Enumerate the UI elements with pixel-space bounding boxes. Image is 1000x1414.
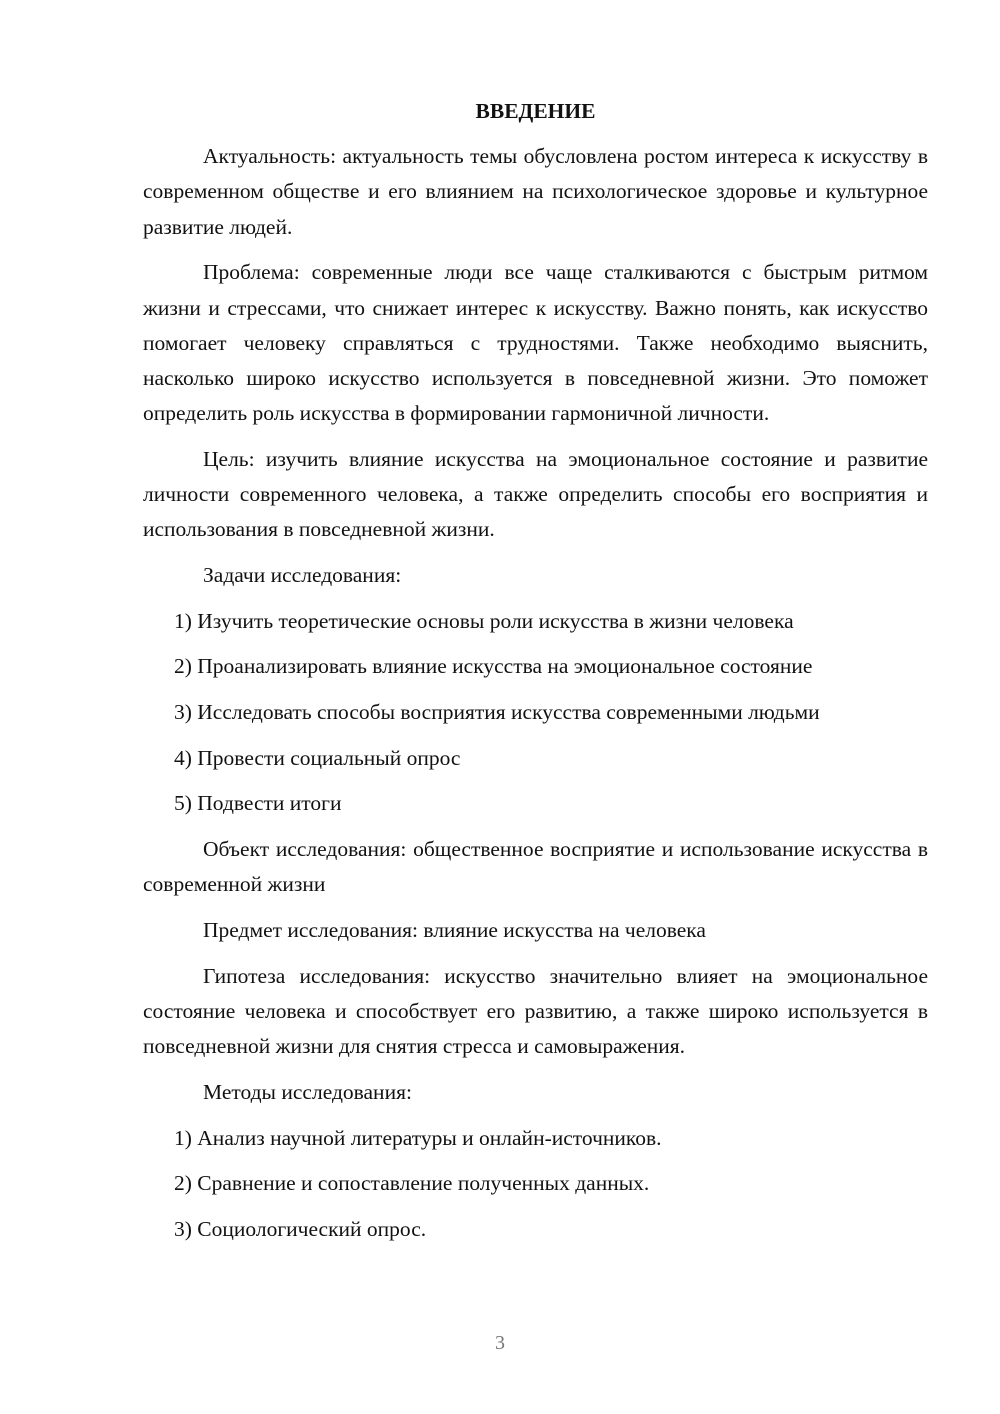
tasks-heading: Задачи исследования: [203, 562, 402, 587]
list-item: 5) Подвести итоги [174, 791, 342, 816]
list-item: 3) Социологический опрос. [174, 1216, 427, 1241]
list-item: 2) Проанализировать влияние искусства на эмоциональное состояние [174, 654, 813, 679]
list-item: 2) Сравнение и сопоставление полученных данных. [174, 1171, 650, 1196]
tasks-list [143, 604, 928, 822]
section-title: ВВЕДЕНИЕ [475, 99, 596, 123]
hypothesis-paragraph: Гипотеза исследования: искусство значительно влияет на эмоциональное состояние человека и способствует его развитию, а также широко используется в повседневной жизни для снятия стресса и самовыражения. [143, 963, 928, 1059]
page-content [143, 94, 928, 1258]
list-item: 1) Анализ научной литературы и онлайн-источников. [174, 1125, 662, 1150]
object-paragraph: Объект исследования: общественное восприятие и использование искусства в современной жизни [143, 837, 928, 897]
list-item: 1) Изучить теоретические основы роли искусства в жизни человека [174, 608, 794, 633]
goal-paragraph: Цель: изучить влияние искусства на эмоциональное состояние и развитие личности современного человека, а также определить способы его восприятия и использования в повседневной жизни. [143, 446, 928, 542]
methods-heading: Методы исследования: [203, 1079, 412, 1104]
subject-paragraph: Предмет исследования: влияние искусства на человека [203, 918, 706, 943]
relevance-paragraph: Актуальность: актуальность темы обусловлена ростом интереса к искусству в современном обществе и его влиянием на психологическое здоровье и культурное развитие людей. [143, 144, 928, 239]
methods-list [143, 1121, 928, 1248]
page-number: 3 [495, 1332, 505, 1354]
list-item: 3) Исследовать способы восприятия искусства современными людьми [174, 700, 820, 725]
list-item: 4) Провести социальный опрос [174, 745, 461, 770]
problem-paragraph: Проблема: современные люди все чаще сталкиваются с быстрым ритмом жизни и стрессами, что снижает интерес к искусству. Важно понять, как искусство помогает человеку справляться с трудностями. Также необходимо выяснить, насколько широко искусство используется в повседневной жизни. Это поможет определить роль искусства в формировании гармоничной личности. [143, 260, 928, 426]
